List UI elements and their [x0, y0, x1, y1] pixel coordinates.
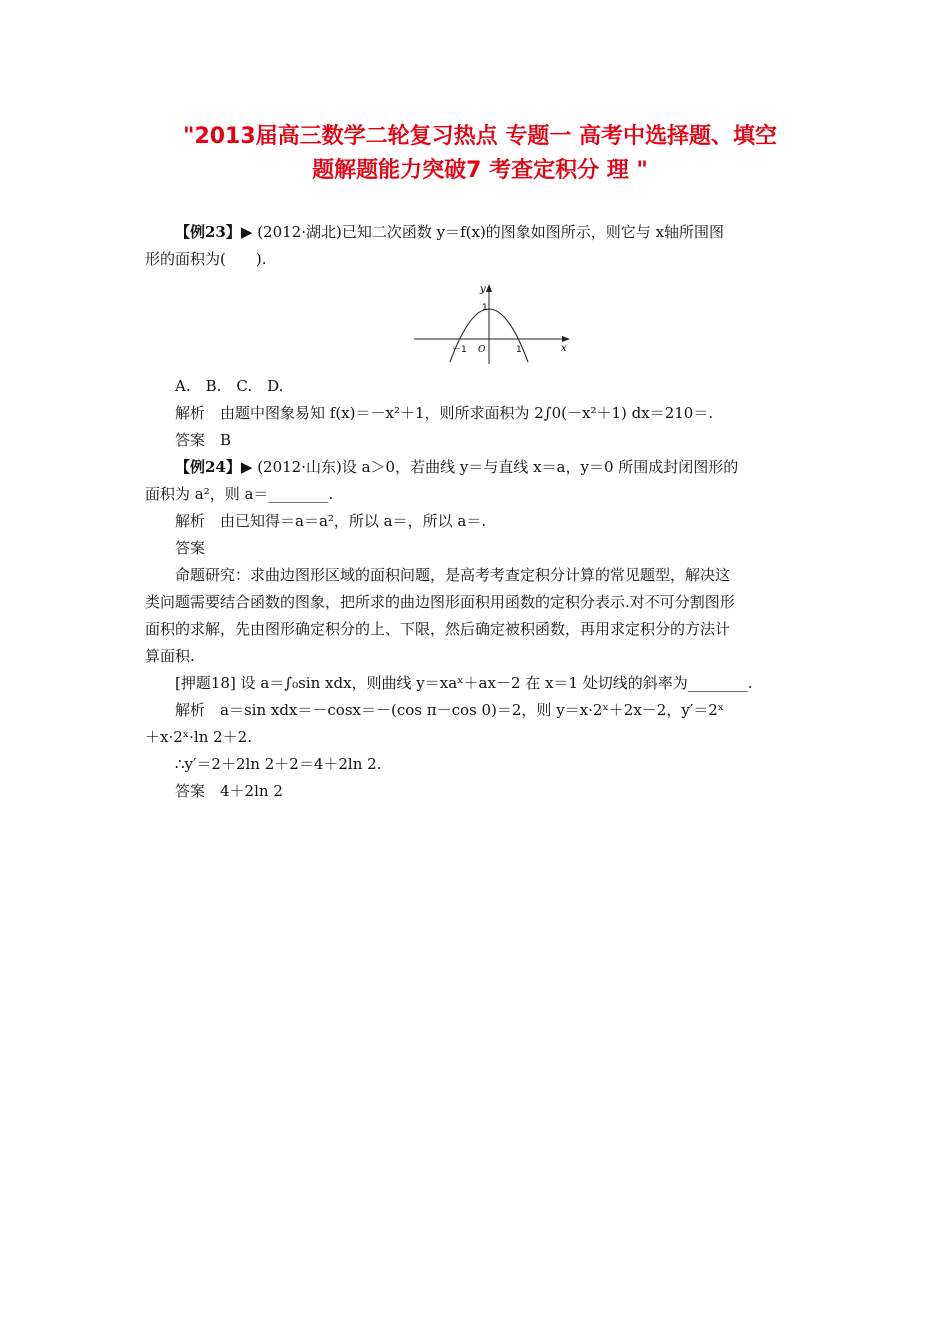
document-title-line-2: 题解题能力突破7 考查定积分 理 ": [312, 158, 648, 183]
example-23-question-line-2: 形的面积为( ).: [145, 250, 267, 268]
document-title-line-1: "2013届高三数学二轮复习热点 专题一 高考中选择题、填空: [182, 124, 777, 149]
x-tick-1-label: 1: [516, 345, 522, 355]
example-23-options: A. B. C. D.: [175, 377, 284, 395]
ya-18-solution-line-1: 解析 a＝sin xdx＝－cosx＝－(cos π－cos 0)＝2，则 y＝x·2ˣ＋2x－2，y′＝2ˣ: [175, 701, 725, 719]
example-23-block: [145, 219, 810, 273]
parabola-graph: [412, 282, 572, 366]
example-23-answer: 答案 B: [175, 431, 232, 449]
ya-18-answer: 答案 4＋2ln 2: [175, 782, 283, 800]
example-23-tag: 【例23】▶: [175, 223, 253, 241]
origin-label: O: [478, 345, 486, 355]
x-axis-arrow-icon: [562, 336, 570, 342]
example-24-tag: 【例24】▶: [175, 458, 253, 476]
y-axis-label: y: [480, 284, 486, 295]
example-24-question-line-1: (2012·山东)设 a＞0，若曲线 y＝与直线 x＝a，y＝0 所围成封闭图形的: [252, 458, 739, 476]
y-tick-1-label: 1: [482, 303, 488, 313]
research-line-4: 算面积.: [145, 647, 195, 665]
example-24-question-line-2: 面积为 a²，则 a＝________.: [145, 485, 334, 503]
x-axis-label: x: [561, 343, 567, 354]
research-line-1: 命题研究：求曲边图形区域的面积问题，是高考考查定积分计算的常见题型，解决这: [175, 566, 731, 584]
example-23-solution-block: [145, 373, 810, 805]
example-23-solution: 解析 由题中图象易知 f(x)＝－x²＋1，则所求面积为 2∫0(－x²＋1) dx＝210＝.: [175, 404, 714, 422]
research-line-2: 类问题需要结合函数的图象，把所求的曲边图形面积用函数的定积分表示.对不可分割图形: [145, 593, 735, 611]
example-24-solution: 解析 由已知得＝a＝a²，所以 a＝，所以 a＝.: [175, 512, 487, 530]
ya-18-solution-line-2: ＋x·2ˣ·ln 2＋2.: [145, 728, 252, 746]
research-line-3: 面积的求解，先由图形确定积分的上、下限，然后确定被积函数，再用求定积分的方法计: [145, 620, 731, 638]
example-24-answer: 答案: [175, 539, 206, 557]
example-23-question-line-1: (2012·湖北)已知二次函数 y＝f(x)的图象如图所示，则它与 x轴所围图: [252, 223, 725, 241]
y-axis-arrow-icon: [486, 284, 492, 292]
ya-18-therefore: ∴y′＝2＋2ln 2＋2＝4＋2ln 2.: [175, 755, 382, 773]
ya-18-question: [押题18] 设 a＝∫₀sin xdx，则曲线 y＝xaˣ＋ax－2 在 x＝1 处切线的斜率为________.: [175, 674, 753, 692]
x-tick-neg-1-label: －1: [452, 345, 467, 355]
